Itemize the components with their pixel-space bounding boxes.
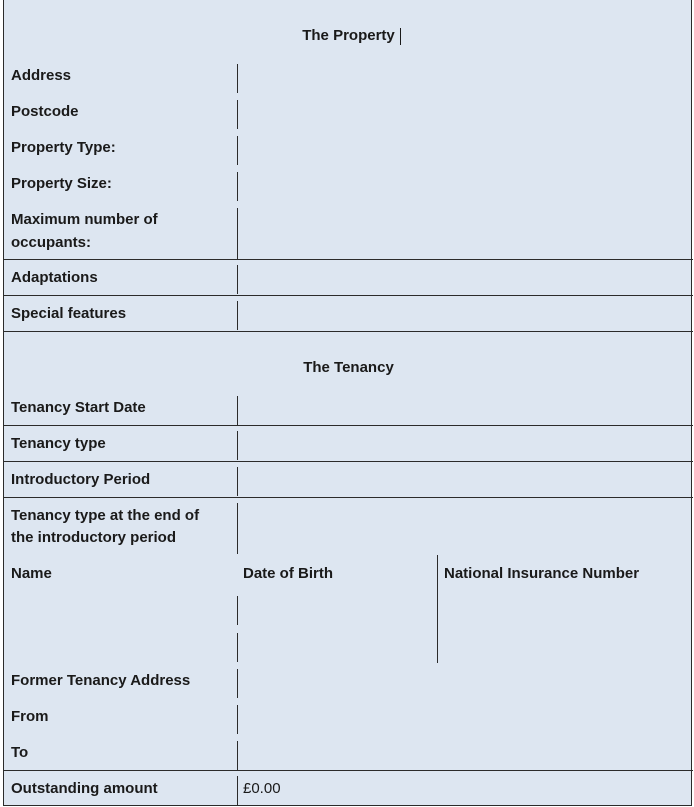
property-type-label: Property Type: xyxy=(11,139,116,156)
text-cursor xyxy=(400,28,401,45)
tenancy-start-date-field-divider[interactable] xyxy=(237,396,238,425)
tenant-2-name-field-divider[interactable] xyxy=(237,633,238,662)
former-tenancy-address-label: Former Tenancy Address xyxy=(11,672,191,689)
row-divider xyxy=(4,497,693,498)
from-field-divider[interactable] xyxy=(237,705,238,734)
tenancy-type-end-label-line1: Tenancy type at the end of xyxy=(11,507,200,524)
address-label: Address xyxy=(11,67,72,84)
tenancy-start-date-label: Tenancy Start Date xyxy=(11,399,146,416)
postcode-field-divider[interactable] xyxy=(237,100,238,129)
dob-ni-column-divider xyxy=(437,555,438,663)
postcode-label: Postcode xyxy=(11,103,79,120)
special-features-label: Special features xyxy=(11,305,127,322)
outstanding-amount-value[interactable]: £0.00 xyxy=(243,780,281,797)
row-divider xyxy=(4,259,693,260)
from-label: From xyxy=(11,708,49,725)
adaptations-label: Adaptations xyxy=(11,269,98,286)
row-divider xyxy=(4,425,693,426)
tenancy-type-field-divider[interactable] xyxy=(237,431,238,460)
to-label: To xyxy=(11,744,29,761)
outstanding-amount-label: Outstanding amount xyxy=(11,780,158,797)
tenancy-form xyxy=(3,0,692,806)
max-occupants-field-divider[interactable] xyxy=(237,208,238,259)
tenancy-type-end-label-line2: the introductory period xyxy=(11,529,176,546)
property-size-field-divider[interactable] xyxy=(237,172,238,201)
ni-column-header: National Insurance Number xyxy=(444,565,640,582)
max-occupants-label-line1: Maximum number of xyxy=(11,211,158,228)
tenant-1-name-field-divider[interactable] xyxy=(237,596,238,625)
outstanding-amount-divider xyxy=(237,776,238,805)
tenancy-type-label: Tenancy type xyxy=(11,435,106,452)
row-divider xyxy=(4,295,693,296)
tenancy-heading: The Tenancy xyxy=(303,359,394,376)
address-field-divider[interactable] xyxy=(237,64,238,93)
row-divider xyxy=(4,461,693,462)
dob-column-header: Date of Birth xyxy=(243,565,333,582)
section-divider xyxy=(4,331,693,332)
tenancy-type-end-field-divider[interactable] xyxy=(237,503,238,554)
special-features-field-divider[interactable] xyxy=(237,301,238,330)
introductory-period-label: Introductory Period xyxy=(11,471,151,488)
max-occupants-label-line2: occupants: xyxy=(11,234,92,251)
introductory-period-field-divider[interactable] xyxy=(237,467,238,496)
property-type-field-divider[interactable] xyxy=(237,136,238,165)
name-column-header: Name xyxy=(11,565,52,582)
row-divider xyxy=(4,770,693,771)
former-tenancy-address-field-divider[interactable] xyxy=(237,669,238,698)
property-heading: The Property xyxy=(302,27,395,44)
adaptations-field-divider[interactable] xyxy=(237,265,238,294)
property-size-label: Property Size: xyxy=(11,175,112,192)
to-field-divider[interactable] xyxy=(237,741,238,770)
